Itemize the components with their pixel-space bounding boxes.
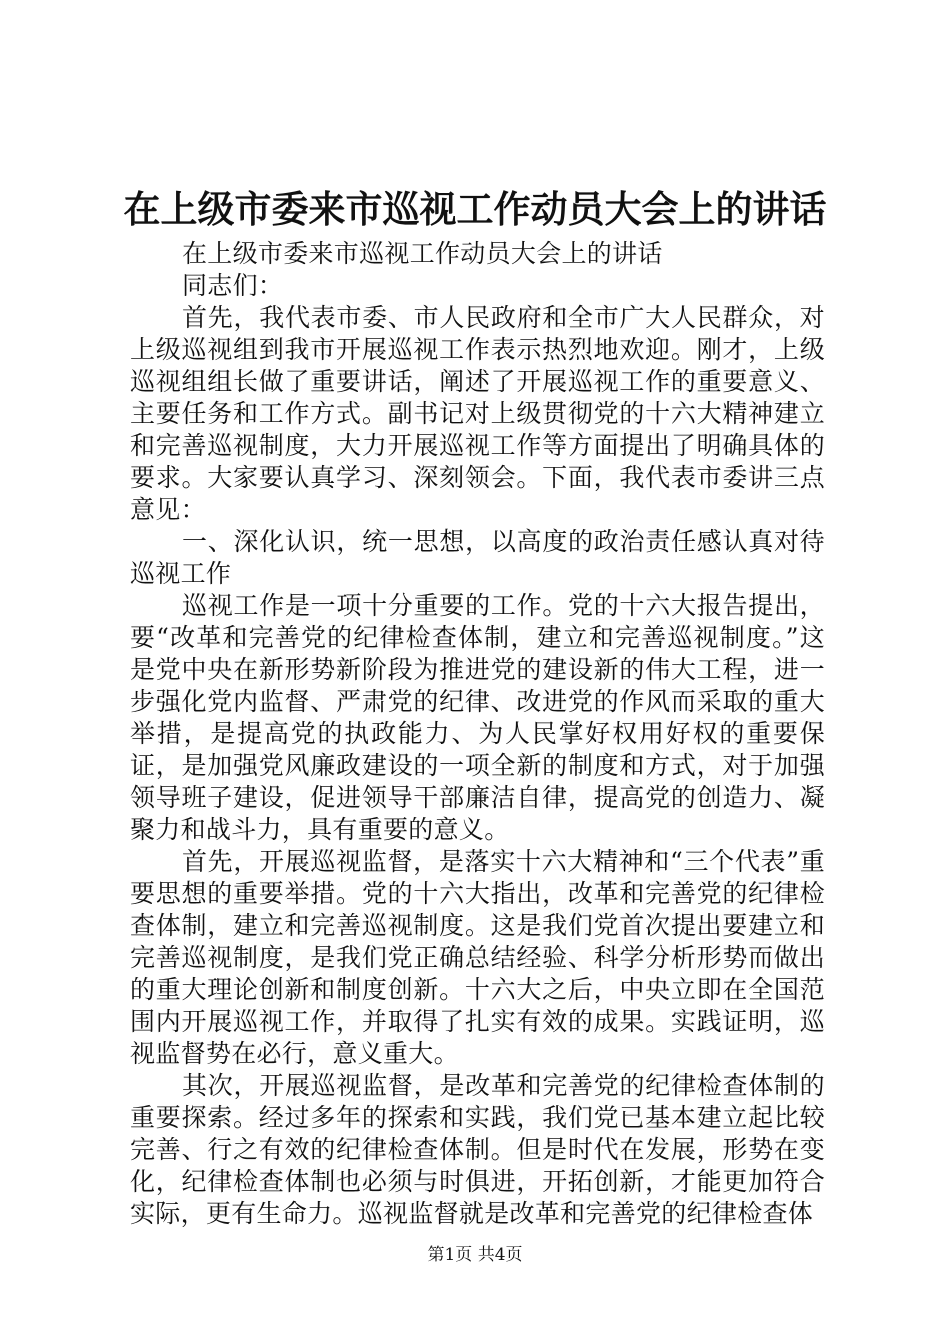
document-body [130, 238, 825, 1230]
paragraph-heading-one: 一、深化认识，统一思想，以高度的政治责任感认真对待巡视工作 [130, 527, 825, 588]
paragraph-salutation: 同志们： [182, 271, 284, 300]
paragraph-subtitle: 在上级市委来市巡视工作动员大会上的讲话 [182, 239, 663, 268]
paragraph-first-point: 首先，开展巡视监督，是落实十六大精神和“三个代表”重要思想的重要举措。党的十六大指出，改革和完善党的纪律检查体制，建立和完善巡视制度。这是我们党首次提出要建立和完善巡视制度，是我们党正确总结经验、科学分析形势而做出的重大理论创新和制度创新。十六大之后，中央立即在全国范围内开展巡视工作，并取得了扎实有效的成果。实践证明，巡视监督势在必行，意义重大。 [130, 847, 825, 1068]
document-title: 在上级市委来市巡视工作动员大会上的讲话 [123, 187, 827, 231]
page-number: 第1页 共4页 [427, 1245, 523, 1265]
paragraph-importance: 巡视工作是一项十分重要的工作。党的十六大报告提出，要“改革和完善党的纪律检查体制，建立和完善巡视制度。”这是党中央在新形势新阶段为推进党的建设新的伟大工程，进一步强化党内监督、严肃党的纪律、改进党的作风而采取的重大举措，是提高党的执政能力、为人民掌好权用好权的重要保证，是加强党风廉政建设的一项全新的制度和方式，对于加强领导班子建设，促进领导干部廉洁自律，提高党的创造力、凝聚力和战斗力，具有重要的意义。 [130, 591, 825, 844]
paragraph-intro: 首先，我代表市委、市人民政府和全市广大人民群众，对上级巡视组到我市开展巡视工作表示热烈地欢迎。刚才，上级巡视组组长做了重要讲话，阐述了开展巡视工作的重要意义、主要任务和工作方式。副书记对上级贯彻党的十六大精神建立和完善巡视制度，大力开展巡视工作等方面提出了明确具体的要求。大家要认真学习、深刻领会。下面，我代表市委讲三点意见： [130, 303, 825, 524]
paragraph-second-point: 其次，开展巡视监督，是改革和完善党的纪律检查体制的重要探索。经过多年的探索和实践，我们党已基本建立起比较完善、行之有效的纪律检查体制。但是时代在发展，形势在变化，纪律检查体制也必须与时俱进，开拓创新，才能更加符合实际，更有生命力。巡视监督就是改革和完善党的纪律检查体 [130, 1071, 825, 1228]
